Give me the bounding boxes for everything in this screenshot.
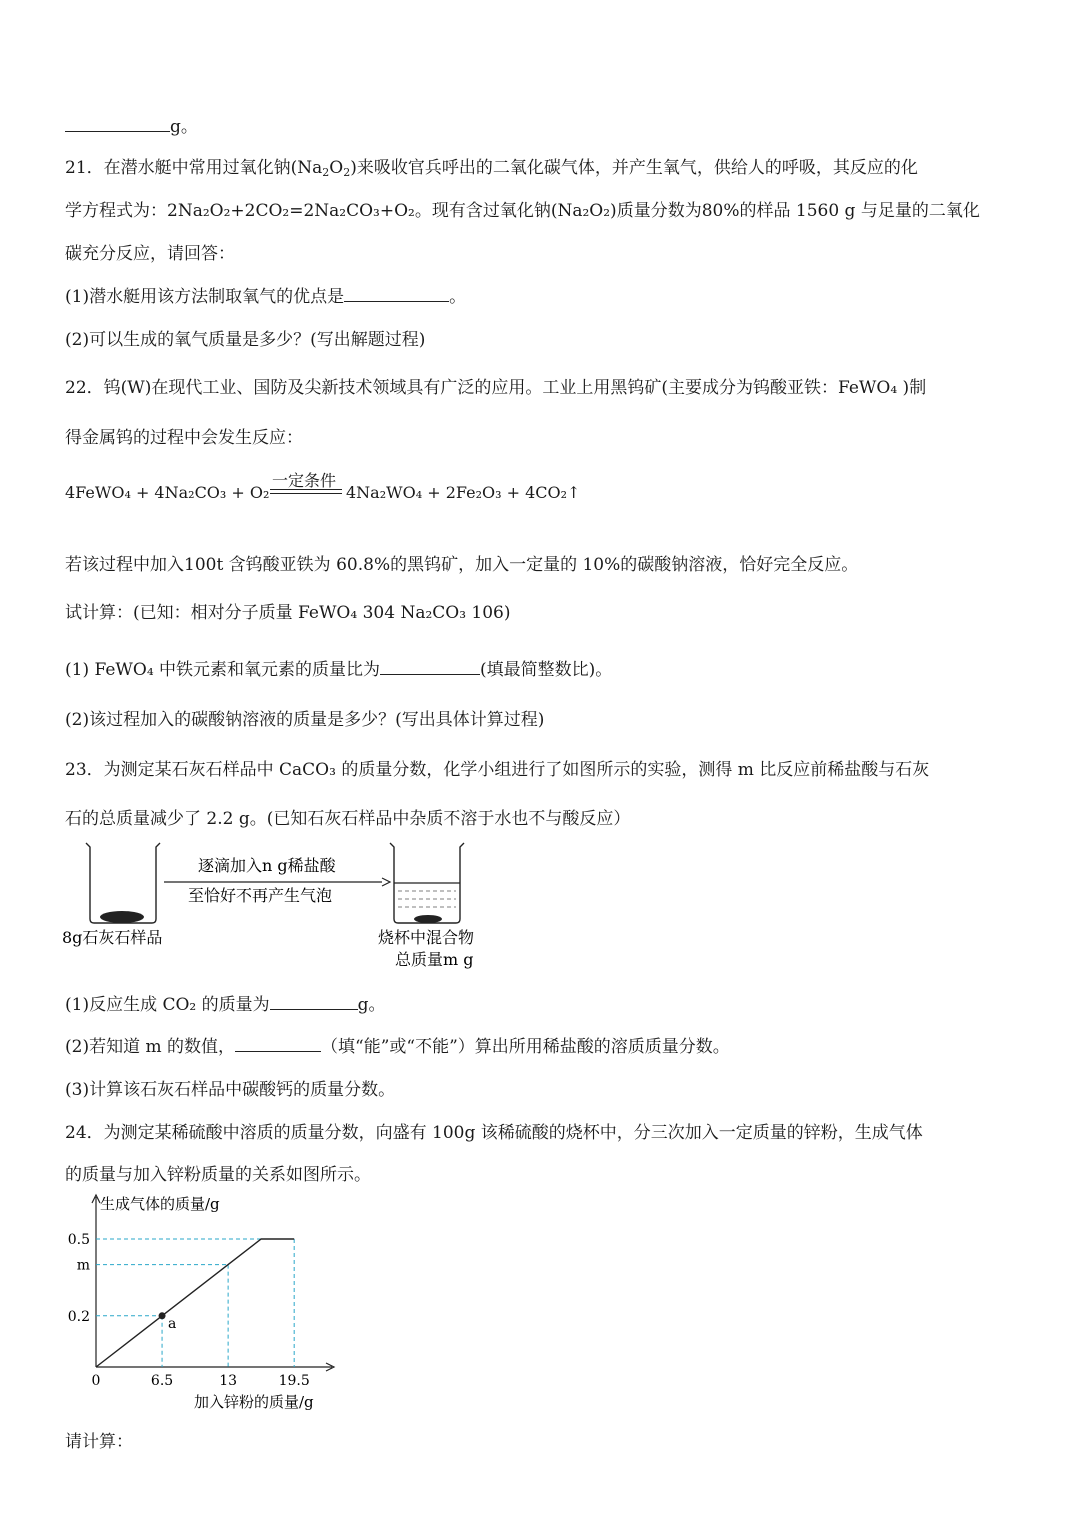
- q23-part-1-end: g。: [357, 995, 386, 1015]
- data-point-a: [159, 1312, 166, 1319]
- q21-part-1: [65, 282, 466, 307]
- q23-line-1: 23．为测定某石灰石样品中 CaCO₃ 的质量分数，化学小组进行了如图所示的实验，测得 m 比反应前稀盐酸与石灰: [65, 760, 930, 780]
- residue-icon: [414, 915, 442, 923]
- x-tick-label: 0: [91, 1373, 101, 1389]
- q22-line-2: 得金属钨的过程中会发生反应：: [65, 428, 303, 448]
- answer-blank[interactable]: [344, 284, 449, 302]
- q22-line-4: 试计算：(已知：相对分子质量 FeWO₄ 304 Na₂CO₃ 106): [65, 603, 511, 623]
- equation-bar-top: [270, 489, 342, 490]
- gas-mass-chart: [60, 1185, 350, 1415]
- previous-question-tail: [65, 112, 198, 137]
- y-tick-label: m: [76, 1257, 90, 1274]
- arrow-top-text: 逐滴加入n g稀盐酸: [198, 856, 336, 875]
- right-caption-2: 总质量m g: [395, 950, 474, 969]
- q21-part-1-end: 。: [449, 287, 467, 307]
- q22-line-3: 若该过程中加入100t 含钨酸亚铁为 60.8%的黑钨矿，加入一定量的 10%的碳酸钠溶液，恰好完全反应。: [65, 555, 859, 575]
- q21-line-2: 学方程式为：2Na₂O₂+2CO₂=2Na₂CO₃+O₂。现有含过氧化钠(Na₂O₂)质量分数为80%的样品 1560 g 与足量的二氧化: [65, 201, 980, 221]
- equation-left: 4FeWO₄ + 4Na₂CO₃ + O₂: [65, 483, 270, 502]
- left-caption: 8g石灰石样品: [62, 928, 163, 947]
- q24-after: 请计算：: [65, 1432, 133, 1452]
- q21-text-c: )来吸收官兵呼出的二氧化碳气体，并产生氧气，供给人的呼吸，其反应的化: [350, 158, 918, 178]
- y-axis-label: 生成气体的质量/g: [100, 1195, 220, 1213]
- q22-line-1: 22．钨(W)在现代工业、国防及尖新技术领域具有广泛的应用。工业上用黑钨矿(主要成分为钨酸亚铁：FeWO₄ )制: [65, 378, 927, 398]
- q22-part-2: (2)该过程加入的碳酸钠溶液的质量是多少？(写出具体计算过程): [65, 710, 545, 730]
- unit-text: g。: [170, 117, 198, 137]
- arrow-bottom-text: 至恰好不再产生气泡: [188, 886, 333, 905]
- beaker-left-icon: [86, 843, 160, 923]
- q23-part-1: [65, 990, 386, 1015]
- q21-line-3: 碳充分反应，请回答：: [65, 244, 235, 264]
- point-label: a: [168, 1315, 177, 1332]
- q23-part-3: (3)计算该石灰石样品中碳酸钙的质量分数。: [65, 1080, 396, 1100]
- limestone-sample-icon: [100, 911, 144, 923]
- experiment-diagram: [60, 835, 520, 975]
- y-tick-label: 0.2: [67, 1308, 90, 1325]
- q21-part-2: (2)可以生成的氧气质量是多少？(写出解题过程): [65, 330, 426, 350]
- right-caption-1: 烧杯中混合物: [378, 928, 475, 947]
- q24-line-2: 的质量与加入锌粉质量的关系如图所示。: [65, 1165, 371, 1185]
- equation-bar-bottom: [270, 493, 342, 494]
- reaction-condition: 一定条件: [272, 471, 337, 490]
- answer-blank[interactable]: [380, 657, 480, 675]
- q23-part-2: [65, 1032, 730, 1057]
- answer-blank[interactable]: [235, 1034, 321, 1052]
- answer-blank[interactable]: [65, 114, 170, 132]
- q23-line-2: 石的总质量减少了 2.2 g。(已知石灰石样品中杂质不溶于水也不与酸反应）: [65, 809, 631, 829]
- q21-text-b: O: [329, 158, 344, 178]
- q21-line-1: 21．在潜水艇中常用过氧化钠$(Na_2O_2)$来吸收官兵呼出的二氧化碳气体，并产生氧气，供给人的呼吸，其反应的化: [65, 158, 918, 179]
- q23-part-2-text: (2)若知道 m 的数值，: [65, 1037, 236, 1057]
- x-tick-label: 13: [219, 1373, 238, 1389]
- q24-line-1: 24．为测定某稀硫酸中溶质的质量分数，向盛有 100g 该稀硫酸的烧杯中，分三次加入一定质量的锌粉，生成气体: [65, 1123, 923, 1143]
- y-tick-label: 0.5: [67, 1232, 90, 1248]
- q22-part-1-text: (1) FeWO₄ 中铁元素和氧元素的质量比为: [65, 660, 381, 680]
- equation-right: 4Na₂WO₄ + 2Fe₂O₃ + 4CO₂↑: [346, 483, 581, 502]
- x-tick-label: 6.5: [150, 1373, 174, 1389]
- q22-part-1-end: (填最简整数比)。: [480, 660, 613, 680]
- series-line: [96, 1239, 294, 1367]
- q23-part-1-text: (1)反应生成 CO₂ 的质量为: [65, 995, 270, 1015]
- arrow-head-icon: [382, 878, 390, 886]
- q23-part-2-end: （填“能”或“不能”）算出所用稀盐酸的溶质质量分数。: [321, 1037, 730, 1057]
- x-axis-label: 加入锌粉的质量/g: [194, 1393, 314, 1411]
- x-tick-label: 19.5: [278, 1373, 310, 1389]
- q21-part-1-text: (1)潜水艇用该方法制取氧气的优点是: [65, 287, 345, 307]
- q22-part-1: [65, 655, 612, 680]
- answer-blank[interactable]: [270, 992, 358, 1010]
- q21-text-a: 21．在潜水艇中常用过氧化钠(Na: [65, 158, 323, 178]
